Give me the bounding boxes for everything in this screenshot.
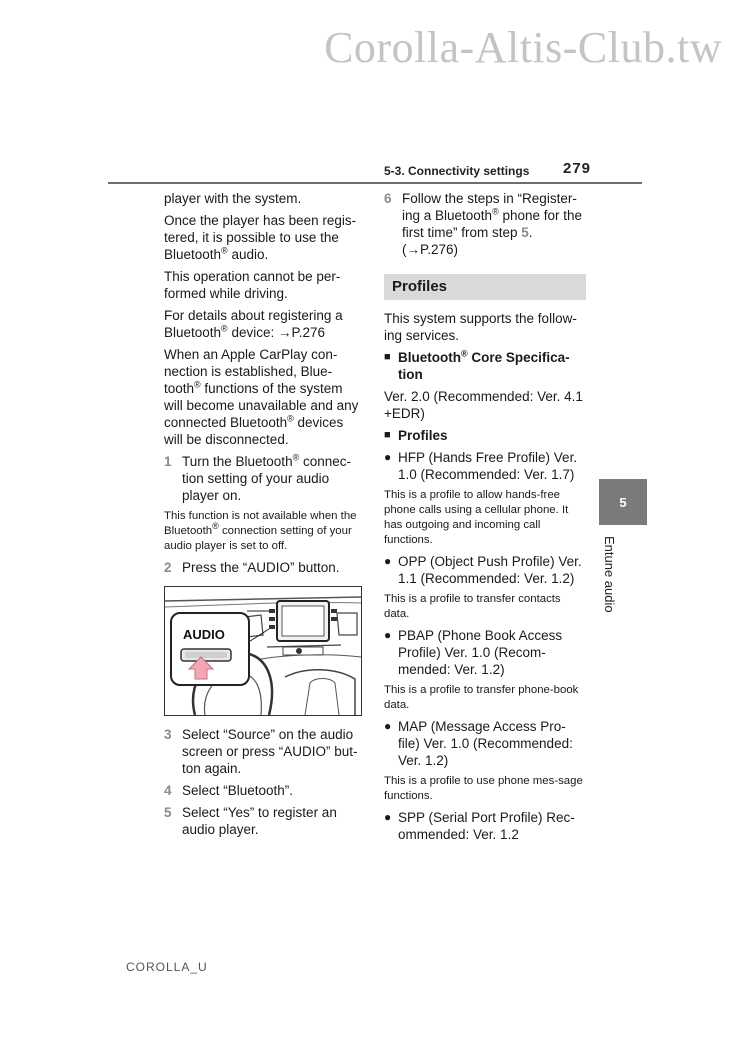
step-text: Select “Bluetooth”. — [182, 783, 294, 798]
step-text: Turn the Bluetooth® connec-tion setting of your audio player on. — [182, 452, 351, 503]
note: This is a profile to use phone mes-sage functions. — [384, 775, 583, 802]
step-number: 5 — [164, 805, 172, 820]
right-column — [384, 190, 586, 848]
page-number: 279 — [563, 160, 592, 177]
list-item: ● MAP (Message Access Pro-file) Ver. 1.0 (Recommended: Ver. 1.2) — [384, 719, 573, 768]
paragraph: This operation cannot be per-formed while driving. — [164, 269, 341, 301]
step-number: 1 — [164, 454, 172, 469]
paragraph: Ver. 2.0 (Recommended: Ver. 4.1 +EDR) — [384, 389, 583, 421]
paragraph: Once the player has been regis-tered, it is possible to use the Bluetooth® audio. — [164, 213, 357, 262]
subheading-core-spec: ■ Bluetooth® Core Specifica-tion — [384, 348, 570, 382]
square-bullet-icon: ■ — [384, 351, 391, 363]
step-text: Follow the steps in “Register-ing a Bluetooth® phone for the first time” from step 5. (→P.276) — [402, 191, 583, 257]
step-3 — [164, 726, 364, 777]
step-number: 2 — [164, 560, 172, 575]
step-number: 4 — [164, 783, 172, 798]
note: This is a profile to transfer contacts data. — [384, 593, 561, 620]
list-item: ● PBAP (Phone Book Access Profile) Ver. 1.0 (Recom-mended: Ver. 1.2) — [384, 628, 563, 677]
step-4 — [164, 782, 364, 799]
section-heading: 5-3. Connectivity settings — [384, 164, 530, 178]
bullet-icon: ● — [384, 810, 392, 824]
step-text: Select “Source” on the audio screen or press “AUDIO” but-ton again. — [182, 727, 358, 776]
step-number: 6 — [384, 191, 392, 206]
step-1 — [164, 453, 364, 504]
footer-code: COROLLA_U — [126, 960, 208, 974]
bullet-icon: ● — [384, 554, 392, 568]
list-item: ● SPP (Serial Port Profile) Rec-ommended: Ver. 1.2 — [384, 810, 575, 842]
dashboard-illustration — [164, 586, 362, 716]
step-number: 3 — [164, 727, 172, 742]
note: This is a profile to transfer phone-book data. — [384, 684, 579, 711]
list-item: ● OPP (Object Push Profile) Ver. 1.1 (Recommended: Ver. 1.2) — [384, 554, 582, 586]
step-text: Press the “AUDIO” button. — [182, 560, 340, 575]
square-bullet-icon: ■ — [384, 429, 391, 441]
step-6 — [384, 190, 586, 258]
paragraph: player with the system. — [164, 191, 302, 206]
audio-label: AUDIO — [183, 627, 225, 642]
note: This is a profile to allow hands-free phone calls using a cellular phone. It has outgoing and incoming call functions. — [384, 489, 569, 546]
header-divider — [108, 182, 642, 184]
note: This function is not available when the Bluetooth® connection setting of your audio player is set to off. — [164, 510, 357, 552]
left-column — [164, 190, 364, 843]
step-5 — [164, 804, 364, 838]
chapter-tab[interactable]: 5 — [599, 479, 647, 525]
list-item: ● HFP (Hands Free Profile) Ver. 1.0 (Recommended: Ver. 1.7) — [384, 450, 578, 482]
paragraph: When an Apple CarPlay con-nection is established, Blue-tooth® functions of the system will become unavailable and any connected Bluetooth® devices will be disconnected. — [164, 347, 359, 447]
paragraph: For details about registering a Bluetooth® device: →P.276 — [164, 308, 343, 340]
profiles-section-title: Profiles — [384, 274, 586, 300]
chapter-label: Entune audio — [602, 536, 617, 613]
subheading-profiles: ■ Profiles — [384, 428, 448, 443]
dashboard-drawing — [165, 587, 361, 715]
step-2 — [164, 559, 364, 576]
bullet-icon: ● — [384, 450, 392, 464]
bullet-icon: ● — [384, 719, 392, 733]
page-reference-link[interactable]: . (→P.276) — [402, 225, 533, 257]
watermark: Corolla-Altis-Club.tw — [324, 23, 722, 72]
step-text: Select “Yes” to register an audio player. — [182, 805, 337, 837]
paragraph: This system supports the follow-ing services. — [384, 311, 577, 343]
page-reference-link[interactable]: device: →P.276 — [227, 325, 326, 340]
bullet-icon: ● — [384, 628, 392, 642]
